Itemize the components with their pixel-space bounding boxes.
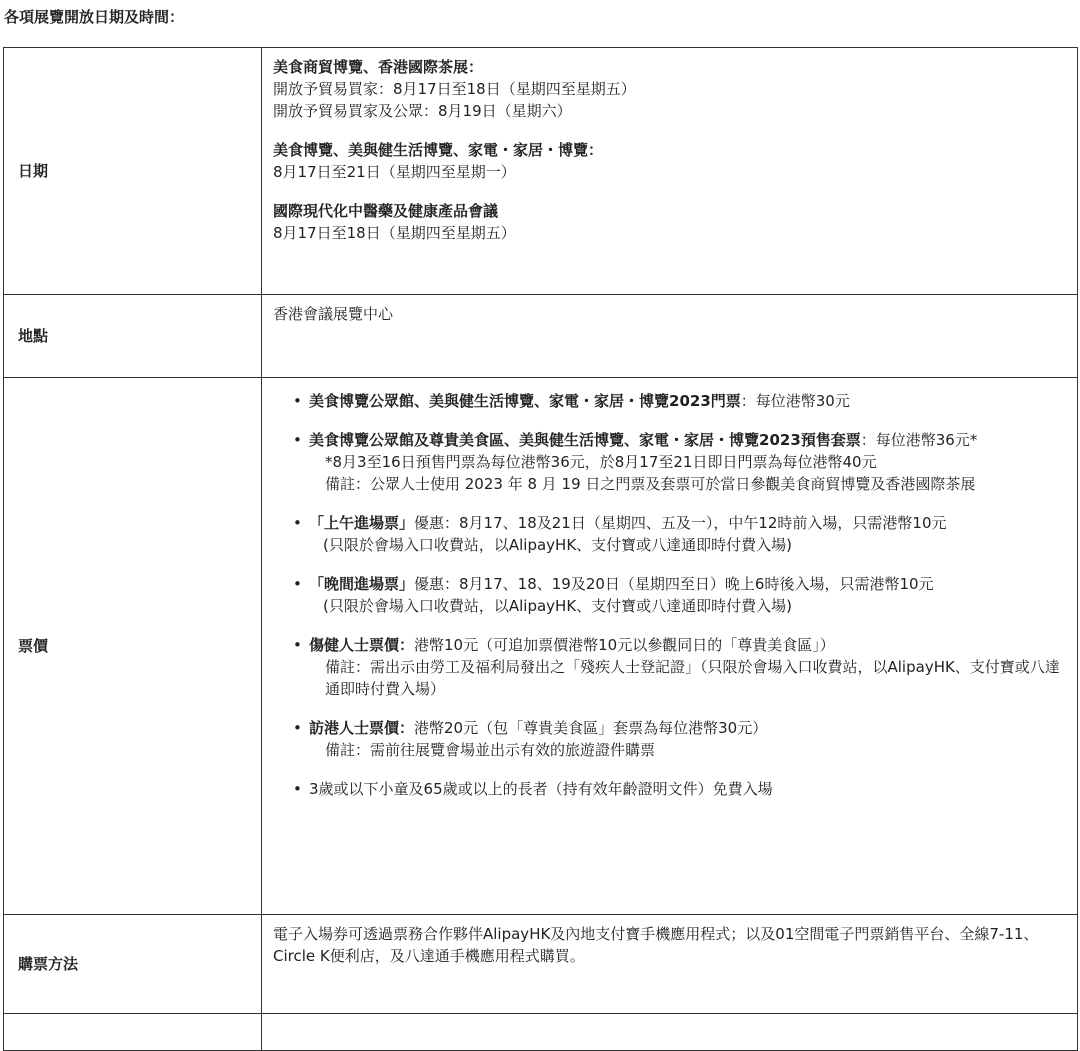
table-row-cutoff bbox=[4, 1014, 1078, 1051]
exhibition-info-table bbox=[3, 47, 1078, 1051]
date-line: 開放予貿易買家：8月17日至18日（星期四至星期五） bbox=[273, 80, 636, 98]
row-label-price: 票價 bbox=[4, 378, 262, 915]
list-item: • 「上午進場票」優惠：8月17、18及21日（星期四、五及一），中午12時前入場，只需港幣10元 (只限於會場入口收費站，以AlipayHK、支付寶或八達通即時付費入場) bbox=[273, 512, 1067, 556]
ticket-note: *8月3至16日預售門票為每位港幣36元，於8月17至21日即日門票為每位港幣40元 bbox=[325, 453, 877, 471]
ticket-note: 備註：公眾人士使用 2023 年 8 月 19 日之門票及套票可於當日參觀美食商貿博覽及香港國際茶展 bbox=[325, 475, 976, 493]
date-block-public bbox=[273, 139, 1067, 183]
ticket-note: (只限於會場入口收費站，以AlipayHK、支付寶或八達通即時付費入場) bbox=[323, 536, 793, 554]
list-item: • 「晚間進場票」優惠：8月17、18、19及20日（星期四至日）晚上6時後入場，只需港幣10元 (只限於會場入口收費站，以AlipayHK、支付寶或八達通即時付費入場) bbox=[273, 573, 1067, 617]
ticket-note: (只限於會場入口收費站，以AlipayHK、支付寶或八達通即時付費入場) bbox=[323, 597, 793, 615]
row-content-cutoff bbox=[262, 1014, 1078, 1051]
date-block-conference bbox=[273, 200, 1067, 244]
row-content-venue: 香港會議展覽中心 bbox=[262, 295, 1078, 378]
ticket-price-list bbox=[273, 386, 1067, 808]
list-item: • 美食博覽公眾館、美與健生活博覽、家電・家居・博覽2023門票：每位港幣30元 bbox=[293, 392, 850, 410]
date-block-title: 國際現代化中醫藥及健康產品會議 bbox=[273, 202, 499, 220]
table-row-date bbox=[4, 48, 1078, 295]
date-block-trade bbox=[273, 56, 1067, 122]
date-line: 開放予貿易買家及公眾：8月19日（星期六） bbox=[273, 102, 572, 120]
bullet-icon: • bbox=[293, 575, 302, 593]
table-row-price bbox=[4, 378, 1078, 915]
bullet-icon: • bbox=[293, 636, 302, 654]
table-row-purchase bbox=[4, 915, 1078, 1014]
table-row-venue bbox=[4, 295, 1078, 378]
row-label-date: 日期 bbox=[4, 48, 262, 295]
ticket-note: 備註：需前往展覽會場並出示有效的旅遊證件購票 bbox=[325, 741, 656, 759]
ticket-note: 備註：需出示由勞工及福利局發出之「殘疾人士登記證」（只限於會場入口收費站，以AlipayHK、支付寶或八達通即時付費入場） bbox=[325, 658, 1060, 698]
bullet-icon: • bbox=[293, 514, 302, 532]
row-content-purchase: 電子入場券可透過票務合作夥伴AlipayHK及內地支付寶手機應用程式；以及01空間電子門票銷售平台、全線7-11、Circle K便利店，及八達通手機應用程式購買。 bbox=[262, 915, 1078, 1014]
row-content-price bbox=[262, 378, 1078, 915]
bullet-icon: • bbox=[293, 431, 302, 449]
row-label-venue: 地點 bbox=[4, 295, 262, 378]
bullet-icon: • bbox=[293, 392, 302, 410]
row-content-date bbox=[262, 48, 1078, 295]
date-block-title: 美食博覽、美與健生活博覽、家電・家居・博覽： bbox=[273, 141, 604, 159]
bullet-icon: • bbox=[293, 780, 302, 798]
row-label-cutoff bbox=[4, 1014, 262, 1051]
list-item: • 傷健人士票價：港幣10元（可追加票價港幣10元以參觀同日的「尊貴美食區」） 備註：需出示由勞工及福利局發出之「殘疾人士登記證」（只限於會場入口收費站，以AlipayHK、支付寶或八達通即時付費入場） bbox=[273, 634, 1067, 700]
row-label-purchase: 購票方法 bbox=[4, 915, 262, 1014]
page-title: 各項展覽開放日期及時間： bbox=[4, 8, 185, 26]
bullet-icon: • bbox=[293, 719, 302, 737]
list-item: • 3歲或以下小童及65歲或以上的長者（持有效年齡證明文件）免費入場 bbox=[293, 780, 773, 798]
list-item: • 訪港人士票價：港幣20元（包「尊貴美食區」套票為每位港幣30元） 備註：需前往展覽會場並出示有效的旅遊證件購票 bbox=[273, 717, 1067, 761]
list-item: • 美食博覽公眾館及尊貴美食區、美與健生活博覽、家電・家居・博覽2023預售套票：每位港幣36元* *8月3至16日預售門票為每位港幣36元，於8月17至21日即日門票為每位港幣40元 備註：公眾人士使用 2023 年 8 月 19 日之門票及套票可於當日參觀美食商貿博覽及香港國際茶展 bbox=[273, 429, 1067, 495]
date-block-title: 美食商貿博覽、香港國際茶展： bbox=[273, 58, 484, 76]
date-line: 8月17日至21日（星期四至星期一） bbox=[273, 163, 516, 181]
date-line: 8月17日至18日（星期四至星期五） bbox=[273, 224, 516, 242]
